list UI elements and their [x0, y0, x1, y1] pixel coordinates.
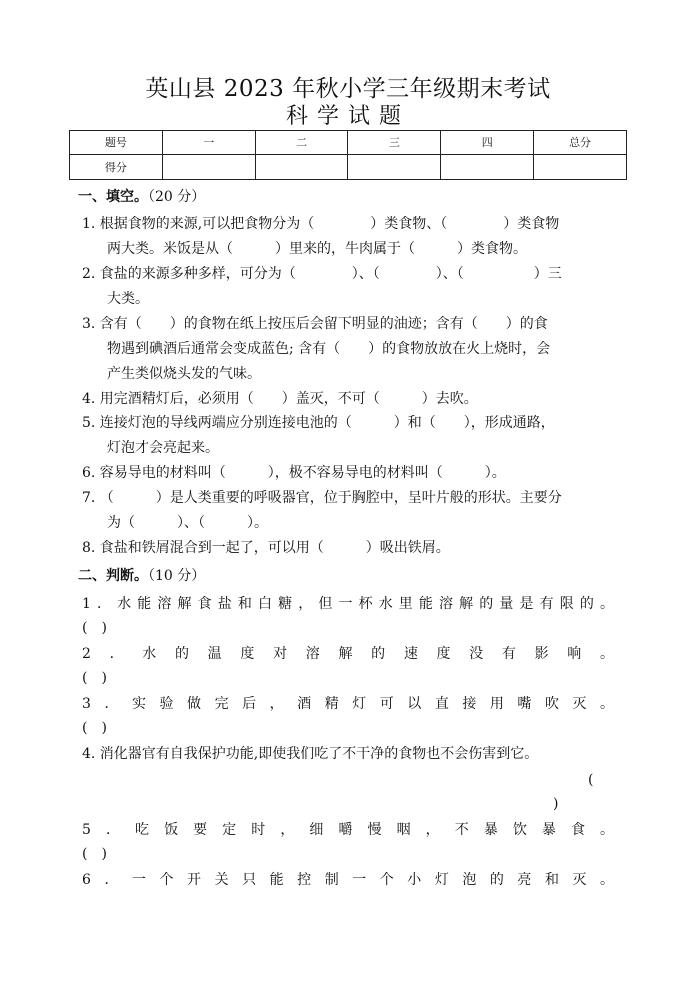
exam-subtitle: 科学试题 — [285, 104, 410, 129]
judge-question-1: 1．水能溶解食盐和白糖，但一杯水里能溶解的量是有限的。 — [82, 596, 614, 612]
score-header-cell: 三 — [348, 131, 441, 155]
score-cell[interactable] — [534, 155, 627, 180]
answer-paren[interactable]: ( ) — [82, 670, 107, 686]
question-line: 4. 消化器官有自我保护功能,即使我们吃了不干净的食物也不会伤害到它。 — [82, 746, 539, 762]
judge-question-2: 2．水的温度对溶解的速度没有影响。 — [82, 646, 614, 662]
score-table-score-row — [70, 155, 627, 180]
question-line: 灯泡才会亮起来。 — [107, 440, 219, 456]
question-line: 5. 连接灯泡的导线两端应分别连接电池的（ ）和（ ），形成通路， — [82, 415, 555, 431]
score-cell[interactable] — [441, 155, 534, 180]
question-line: 4. 用完酒精灯后，必须用（ ）盖灭，不可（ ）去吹。 — [82, 391, 478, 407]
question-line: 为（ ）、（ ）。 — [107, 515, 268, 531]
judge-question-3: 3．实验做完后，酒精灯可以直接用嘴吹灭。 — [82, 696, 614, 712]
question-line: 产生类似烧头发的气味。 — [107, 366, 261, 382]
score-header-cell: 二 — [255, 131, 348, 155]
judge-question-5: 5．吃饭要定时，细嚼慢咽，不暴饮暴食。 — [82, 822, 614, 838]
answer-paren-close[interactable]: ) — [553, 796, 559, 812]
answer-paren[interactable]: ( ) — [82, 720, 107, 736]
score-header-cell: 四 — [441, 131, 534, 155]
score-cell[interactable] — [162, 155, 255, 180]
score-header-cell: 一 — [162, 131, 255, 155]
fill-question-8 — [82, 536, 622, 561]
answer-paren[interactable]: ( ) — [82, 620, 107, 636]
fill-question-2 — [82, 262, 622, 312]
judge-question-6: 6．一个开关只能控制一个小灯泡的亮和灭。 — [82, 872, 614, 888]
question-line: 3. 含有（ ）的食物在纸上按压后会留下明显的油迹；含有（ ）的食 — [82, 316, 548, 332]
question-line: 8. 食盐和铁屑混合到一起了，可以用（ ）吸出铁屑。 — [82, 540, 450, 556]
question-line: 6. 容易导电的材料叫（ ），极不容易导电的材料叫（ ）。 — [82, 465, 506, 481]
score-header-cell: 总分 — [534, 131, 627, 155]
section-title: 二、判断。 — [78, 568, 148, 584]
question-line: 7. （ ）是人类重要的呼吸器官，位于胸腔中，呈叶片般的形状。主要分 — [82, 490, 562, 506]
fill-question-7 — [82, 486, 622, 536]
question-line: 1. 根据食物的来源,可以把食物分为（ ）类食物、（ ）类食物 — [82, 216, 560, 232]
section-judge-heading — [78, 566, 205, 586]
score-table-header-row — [70, 131, 627, 155]
section-title: 一、填空。 — [78, 189, 148, 205]
answer-paren-open[interactable]: ( — [588, 772, 594, 788]
question-line: 物遇到碘酒后通常会变成蓝色; 含有（ ）的食物放放在火上烧时，会 — [107, 341, 551, 357]
section-points: （10 分） — [148, 568, 206, 584]
score-cell[interactable] — [255, 155, 348, 180]
score-table — [69, 130, 627, 180]
section-points: （20 分） — [148, 189, 206, 205]
fill-question-5 — [82, 411, 622, 461]
section-fill-blank-heading — [78, 187, 205, 207]
question-line: 两大类。米饭是从（ ）里来的，牛肉属于（ ）类食物。 — [107, 241, 527, 257]
fill-question-1 — [82, 212, 622, 262]
question-line: 大类。 — [107, 291, 149, 307]
exam-title: 英山县 2023 年秋小学三年级期末考试 — [145, 76, 551, 102]
fill-question-6 — [82, 461, 622, 486]
judge-question-4 — [82, 742, 642, 767]
question-line: 2. 食盐的来源多种多样，可分为（ ）、（ ）、（ ）三 — [82, 266, 562, 282]
score-cell[interactable] — [348, 155, 441, 180]
answer-paren[interactable]: ( ) — [82, 846, 107, 862]
score-row-label: 得分 — [70, 155, 163, 180]
fill-question-4 — [82, 387, 622, 412]
score-header-cell: 题号 — [70, 131, 163, 155]
fill-question-3 — [82, 312, 622, 387]
